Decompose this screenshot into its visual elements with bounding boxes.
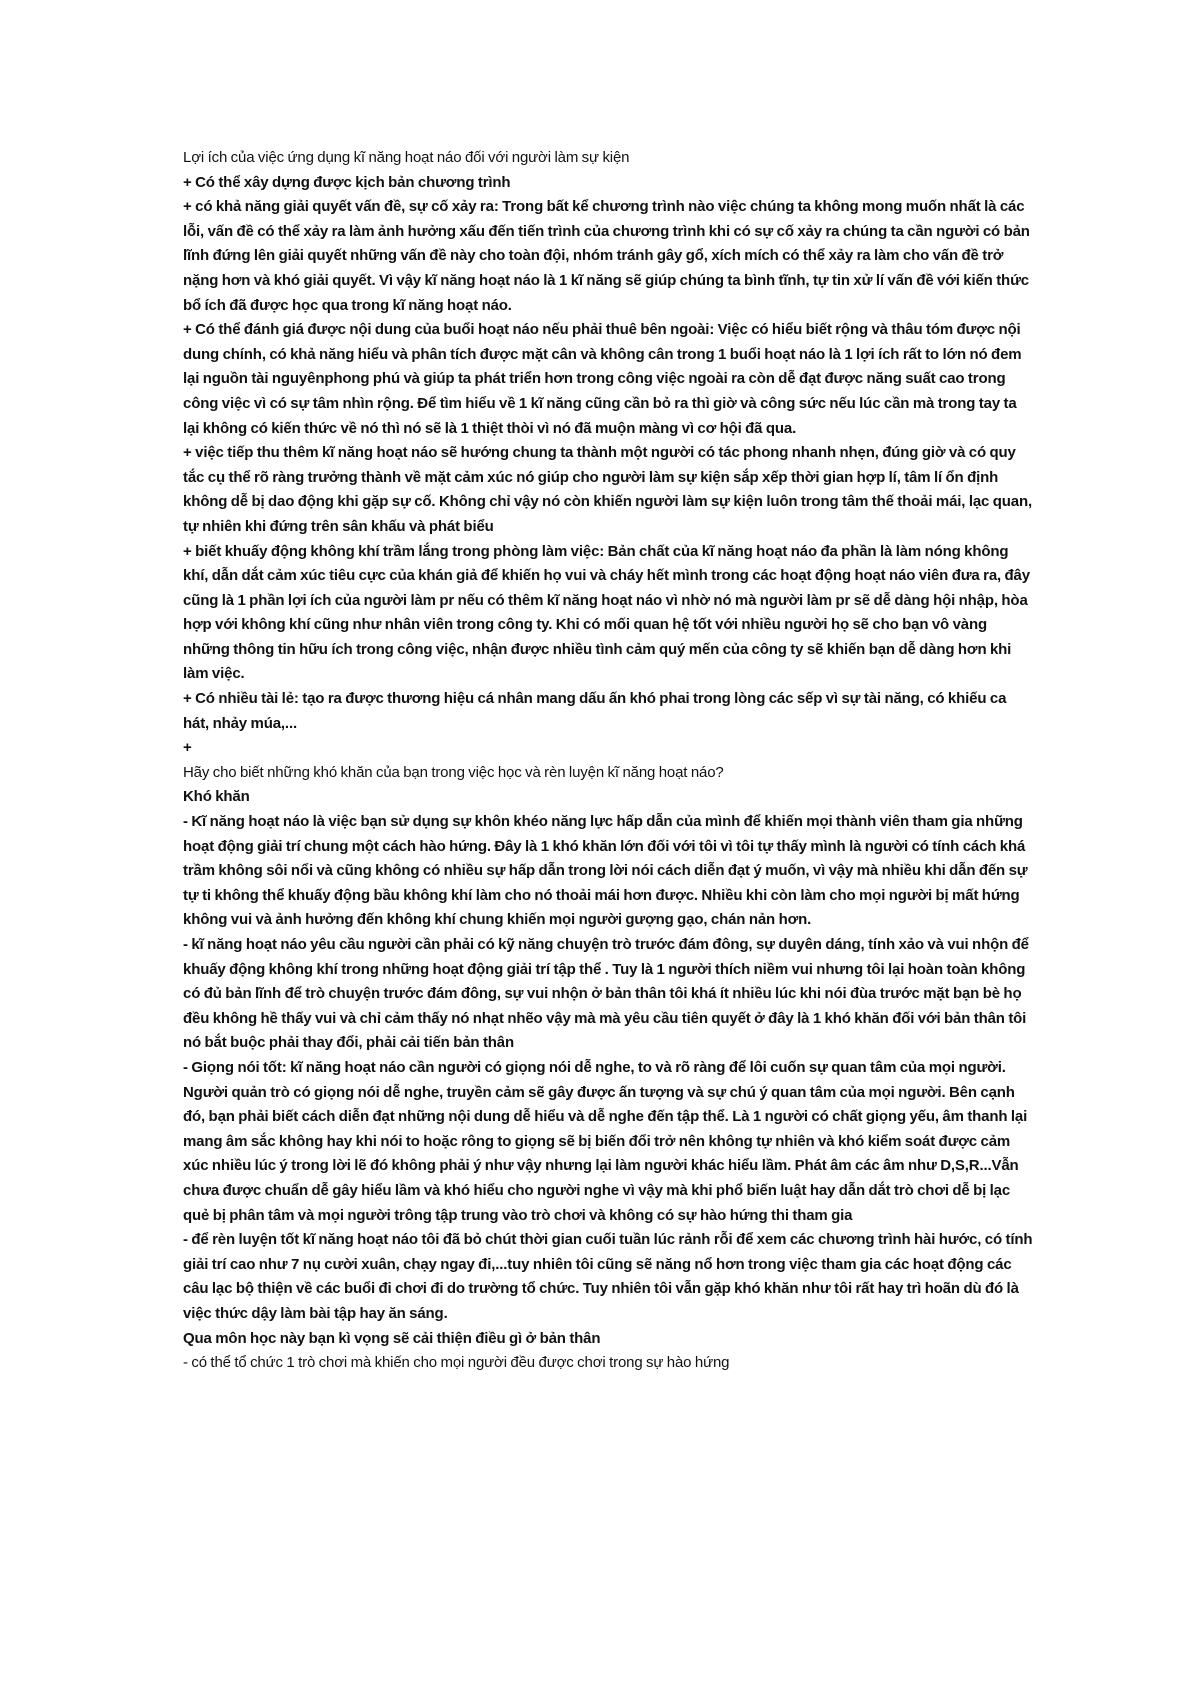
- paragraph-difficulty-1: - Kĩ năng hoạt náo là việc bạn sử dụng sự khôn khéo năng lực hấp dẫn của mình để khiến mọi thành viên tham gia những hoạt động giải trí chung một cách hào hứng. Đây là 1 khó khăn lớn đối với tôi vì tôi tự thấy mình là người có tính cách khá trầm không sôi nổi và cũng không có nhiều sự hấp dẫn trong lời nói cách diễn đạt ý muốn, vì vậy mà nhiều khi dẫn đến sự tự ti không thể khuấy động bầu không khí làm cho nó thoải mái hơn được. Nhiều khi còn làm cho mọi người bị mất hứng không vui và ảnh hưởng đến không khí chung khiến mọi người gượng gạo, chán nản hơn.: [183, 813, 1028, 929]
- paragraph-expectation-answer: - có thể tổ chức 1 trò chơi mà khiến cho mọi người đều được chơi trong sự hào hứng: [183, 1354, 730, 1372]
- document-body: [183, 146, 1033, 1376]
- paragraph-expectation-question: Qua môn học này bạn kì vọng sẽ cải thiện điều gì ở bản thân: [183, 1329, 601, 1347]
- paragraph-script: + Có thể xây dựng được kịch bản chương trình: [183, 173, 511, 191]
- paragraph-title: Lợi ích của việc ứng dụng kĩ năng hoạt náo đối với người làm sự kiện: [183, 149, 630, 166]
- paragraph-plus: +: [183, 739, 192, 757]
- paragraph-difficulty-3: - Giọng nói tốt: kĩ năng hoạt náo cần người có giọng nói dễ nghe, to và rõ ràng để lôi cuốn sự quan tâm của mọi người. Người quản trò có giọng nói dễ nghe, truyền cảm sẽ gây được ấn tượng và sự chú ý quan tâm của mọi người. Bên cạnh đó, bạn phải biết cách diễn đạt những nội dung dễ hiểu và dễ nghe đến tập thể. Là 1 người có chất giọng yếu, âm thanh lại mang âm sắc không hay khi nói to hoặc rông to giọng sẽ bị biến đổi trở nên không tự nhiên và khó kiểm soát được cảm xúc nhiều lúc ý trong lời lẽ đó không phải ý như vậy nhưng lại làm người khác hiểu lầm. Phát âm các âm như D,S,R...Vẫn chưa được chuẩn dễ gây hiểu lầm và khó hiểu cho người nghe vì vậy mà khi phổ biến luật hay dẫn dắt trò chơi dễ bị lạc quẻ bị phân tâm và mọi người trông tập trung vào trò chơi và không có sự hào hứng thi tham gia: [183, 1058, 1028, 1224]
- paragraph-question: Hãy cho biết những khó khăn của bạn trong việc học và rèn luyện kĩ năng hoạt náo?: [183, 763, 724, 781]
- paragraph-problem-solving: + có khả năng giải quyết vấn đề, sự cố xảy ra: Trong bất kể chương trình nào việc chúng ta không mong muốn nhất là các lỗi, vấn đề có thể xảy ra làm ảnh hưởng xấu đến tiến trình của chương trình khi có sự cố xảy ra chúng ta cần người có bản lĩnh đứng lên giải quyết những vấn đề này cho toàn đội, nhóm tránh gây gổ, xích mích có thể xảy ra làm cho vấn đề trở nặng hơn và khó giải quyết. Vì vậy kĩ năng hoạt náo là 1 kĩ năng sẽ giúp chúng ta bình tĩnh, tự tin xử lí vấn đề với kiến thức bổ ích đã được học qua trong kĩ năng hoạt náo.: [183, 198, 1030, 314]
- paragraph-difficulty-2: - kĩ năng hoạt náo yêu cầu người cần phải có kỹ năng chuyện trò trước đám đông, sự duyên dáng, tính xảo và vui nhộn để khuấy động không khí trong những hoạt động giải trí tập thể . Tuy là 1 người thích niềm vui nhưng tôi lại hoàn toàn không có đủ bản lĩnh để trò chuyện trước đám đông, sự vui nhộn ở bản thân tôi khá ít nhiều lúc khi nói đùa trước mặt bạn bè họ đều không hề thấy vui và chỉ cảm thấy nó nhạt nhẽo vậy mà mà yêu cầu tiên quyết ở đây là 1 khó khăn đối với bản thân tôi nó bắt buộc phải thay đổi, phải cải tiến bản thân: [183, 936, 1029, 1052]
- paragraph-atmosphere: + biết khuấy động không khí trầm lắng trong phòng làm việc: Bản chất của kĩ năng hoạt náo đa phần là làm nóng không khí, dẫn dắt cảm xúc tiêu cực của khán giả để khiến họ vui và cháy hết mình trong các hoạt động hoạt náo viên đưa ra, đây cũng là 1 phần lợi ích của người làm pr nếu có thêm kĩ năng hoạt náo vì nhờ nó mà người làm pr sẽ dễ dàng hội nhập, hòa hợp với không khí cũng như nhân viên trong công ty. Khi có mối quan hệ tốt với nhiều người họ sẽ cho bạn vô vàng những thông tin hữu ích trong công việc, nhận được nhiều tình cảm quý mến của công ty sẽ khiến bạn dễ dàng hơn khi làm việc.: [183, 542, 1030, 683]
- paragraph-difficulty-heading: Khó khăn: [183, 788, 250, 806]
- paragraph-evaluate: + Có thể đánh giá được nội dung của buổi hoạt náo nếu phải thuê bên ngoài: Việc có hiểu biết rộng và thâu tóm được nội dung chính, có khả năng hiểu và phân tích được mặt cân và không cân trong 1 buổi hoạt náo là 1 lợi ích rất to lớn nó đem lại nguồn tài nguyênphong phú và giúp ta phát triển hơn trong công việc ngoài ra còn dễ đạt được năng suất cao trong công việc vì có sự tâm nhìn rộng. Để tìm hiểu về 1 kĩ năng cũng cần bỏ ra thì giờ và công sức nếu lúc cần mà trong tay ta lại không có kiến thức về nó thì nó sẽ là 1 thiệt thòi vì nó đã muộn màng vì cơ hội đã qua.: [183, 321, 1022, 437]
- paragraph-practice: - để rèn luyện tốt kĩ năng hoạt náo tôi đã bỏ chút thời gian cuối tuần lúc rảnh rỗi để xem các chương trình hài hước, có tính giải trí cao như 7 nụ cười xuân, chạy ngay đi,...tuy nhiên tôi cũng sẽ năng nổ hơn trong việc tham gia các hoạt động các câu lạc bộ thiện về các buổi đi chơi đi do trường tổ chức. Tuy nhiên tôi vẫn gặp khó khăn như tôi rất hay trì hoãn dù đó là việc thức dậy làm bài tập hay ăn sáng.: [183, 1231, 1033, 1322]
- paragraph-talent: + Có nhiều tài lẻ: tạo ra được thương hiệu cá nhân mang dấu ấn khó phai trong lòng các sếp vì sự tài năng, có khiếu ca hát, nhảy múa,...: [183, 690, 1007, 732]
- paragraph-personality: + việc tiếp thu thêm kĩ năng hoạt náo sẽ hướng chung ta thành một người có tác phong nhanh nhẹn, đúng giờ và có quy tắc cụ thể rõ ràng trưởng thành về mặt cảm xúc nó giúp cho người làm sự kiện sắp xếp thời gian hợp lí, tâm lí ổn định không dễ bị dao động khi gặp sự cố. Không chỉ vậy nó còn khiến người làm sự kiện luôn trong tâm thế thoải mái, lạc quan, tự nhiên khi đứng trên sân khấu và phát biểu: [183, 444, 1032, 535]
